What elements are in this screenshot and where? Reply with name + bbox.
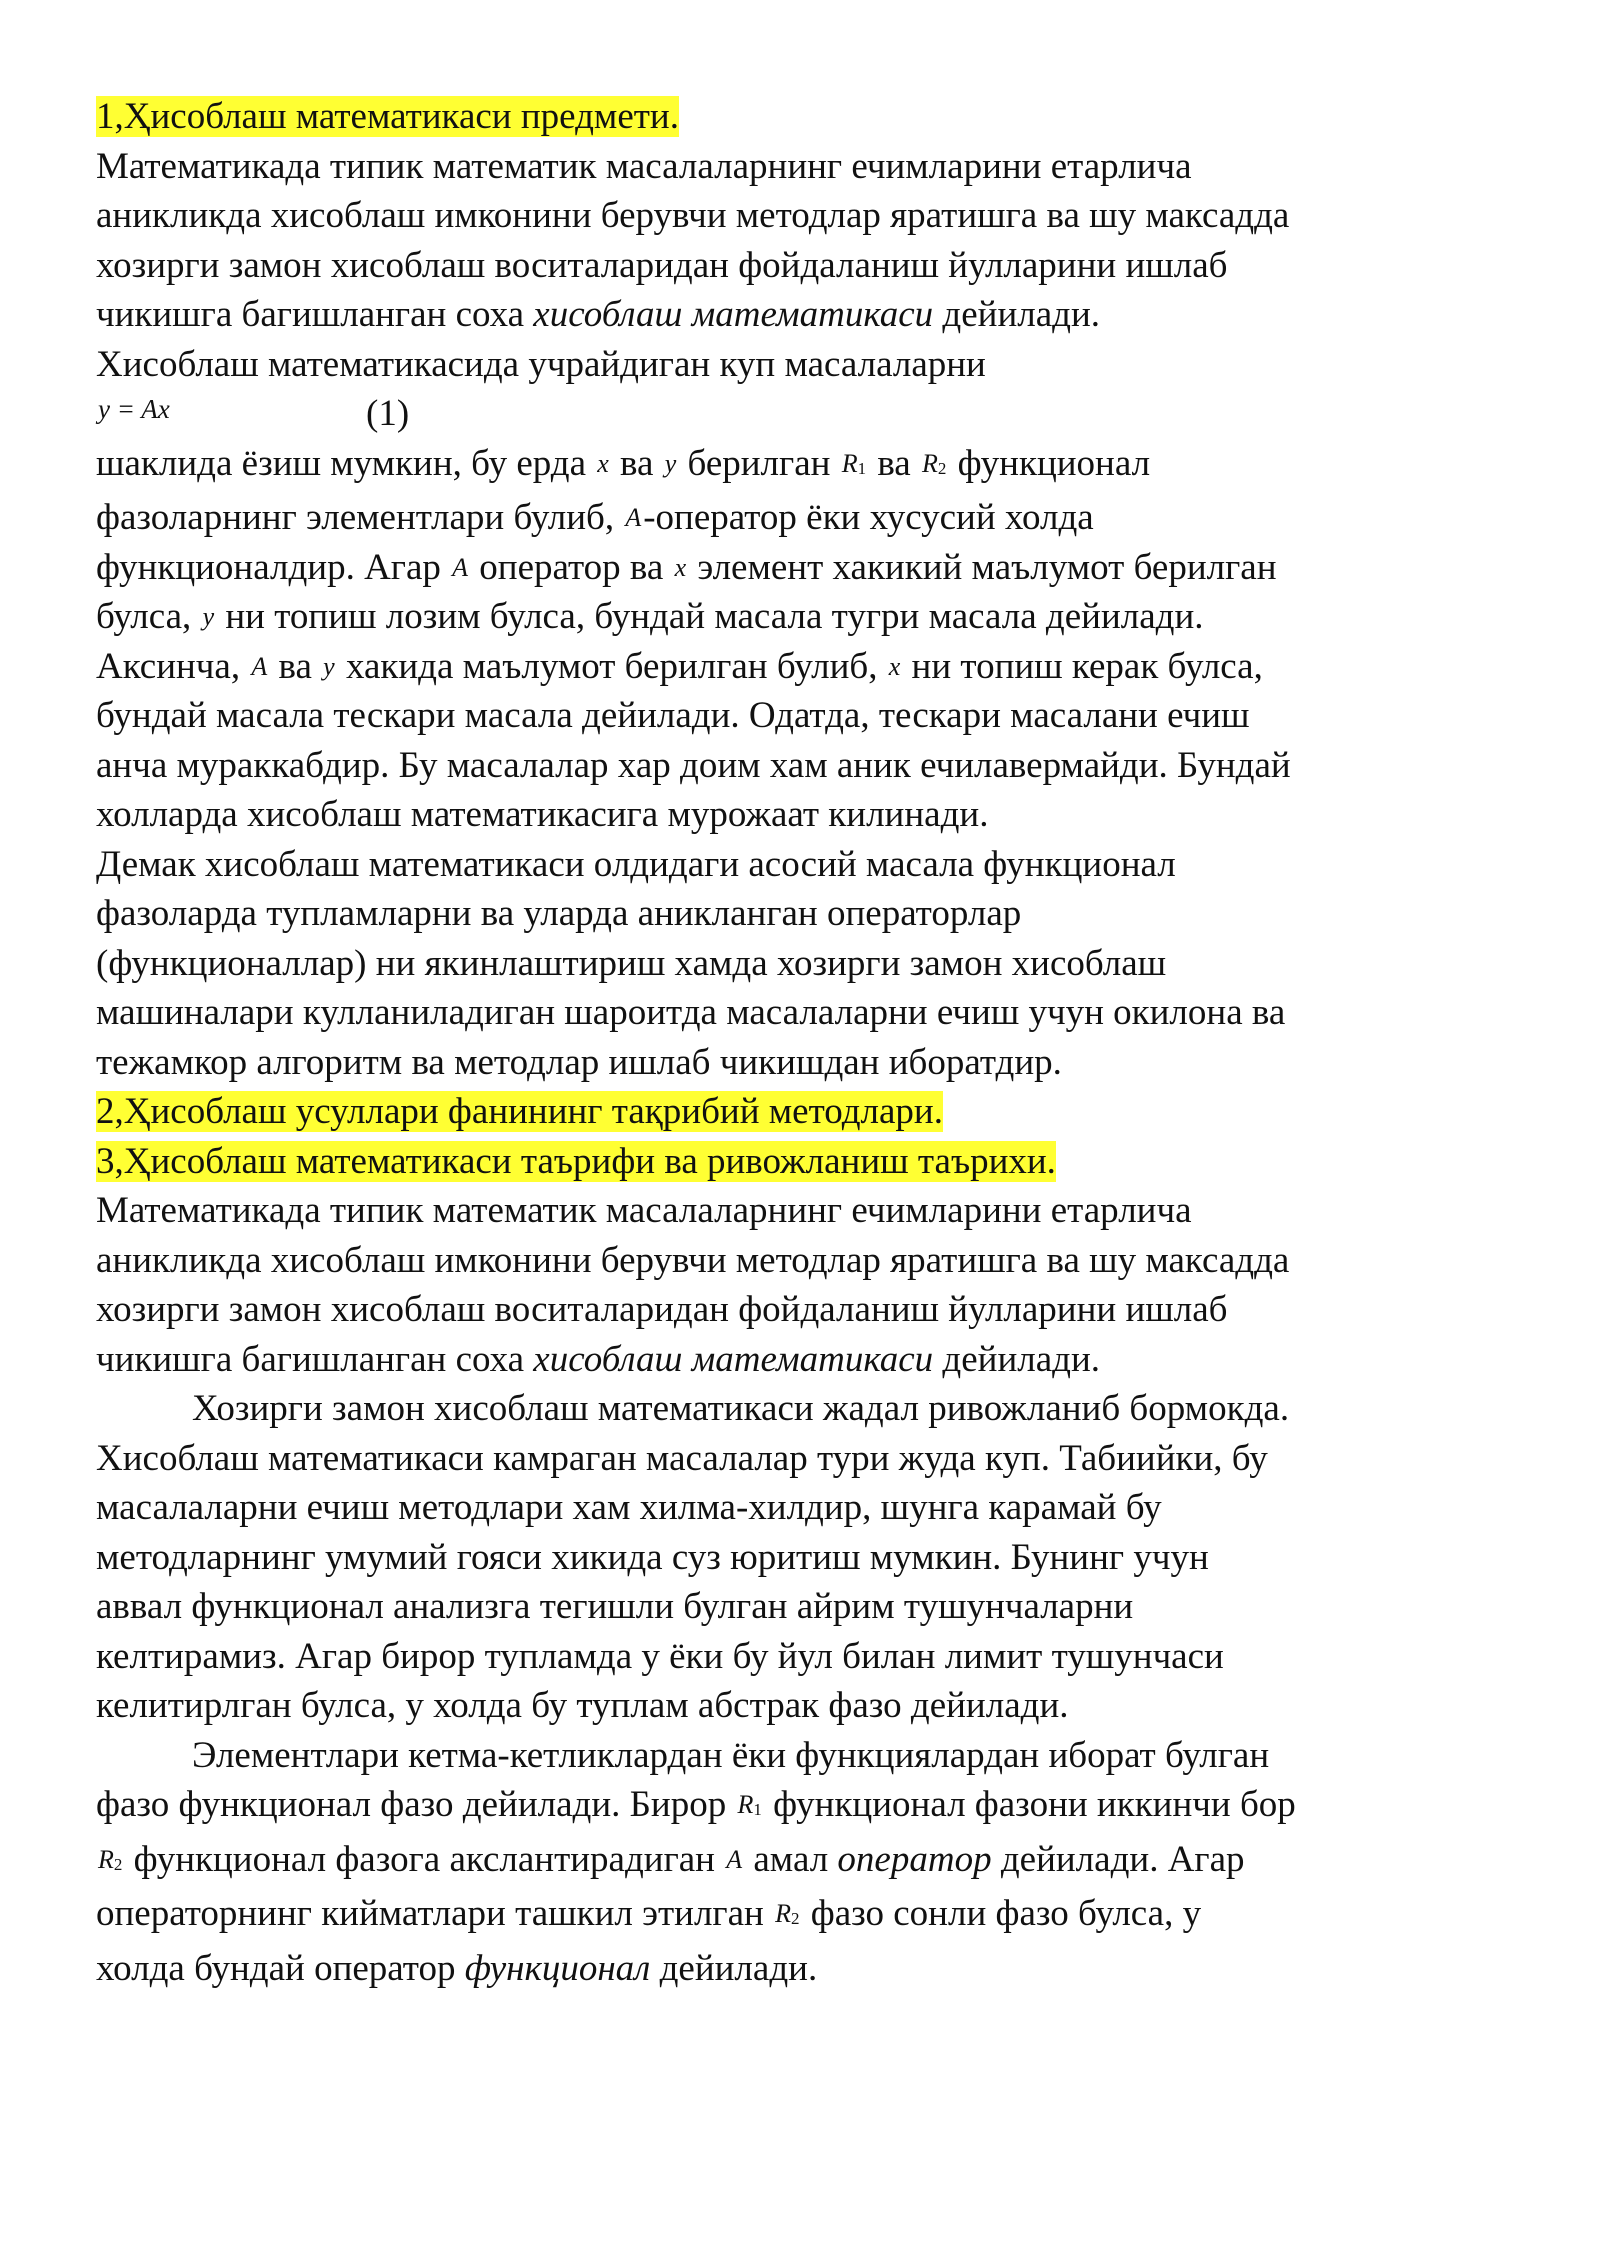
math-r: R [737,1790,754,1819]
text-line: бундай масала тескари масала дейилади. Одатда, тескари масалани ечиш [96,695,1250,736]
emphasis-term: хисоблаш математикаси [533,294,934,335]
text: дейилади. Агар [991,1838,1245,1880]
math-r: R [841,448,858,478]
heading-2-text: 2,Ҳисоблаш усуллари фанининг тақрибий методлари. [96,1091,943,1132]
text: операторнинг кийматлари ташкил этилган [96,1893,774,1934]
document-page [96,92,1536,1993]
text-line: Элементлари кетма-кетликлардан ёки функциялардан иборат булган [192,1734,1270,1776]
text: чикишга багишланган соха [96,1338,534,1380]
math-r: R [921,448,938,478]
math-a: A [452,552,469,582]
text-line: аникликда хисоблаш имконини берувчи методлар яратишга ва шу максадда [96,1239,1290,1281]
text-line [96,290,1536,340]
text-line: хозирги замон хисоблаш воситаларидан фойдаланиш йулларини ишлаб [96,244,1228,286]
text-line [96,1835,1536,1890]
text-line [96,493,1536,543]
text-line [96,1335,1536,1385]
math-r2 [920,449,948,478]
math-subscript: 1 [857,458,867,478]
text: функционалдир. Агар [96,546,451,588]
text-line [96,642,1536,692]
text: ни топиш керак булса, [902,645,1263,687]
text: элемент хакикий маълумот берилган [688,546,1277,588]
text: фазоларнинг элементлари булиб, [96,497,624,538]
equation-formula: y = Ax [98,394,170,424]
text-line: машиналари кулланиладиган шароитда масалаларни ечиш учун окилона ва [96,992,1286,1033]
math-y: y [202,602,215,631]
text-line [96,1780,1536,1835]
text: булса, [96,596,201,637]
emphasis-term: оператор [837,1838,992,1880]
heading-methods [96,1087,1536,1137]
math-r2 [773,1899,801,1928]
text-line: анча мураккабдир. Бу масалалар хар доим хам аник ечилавермайди. Бундай [96,744,1291,786]
math-x: x [888,651,901,681]
math-r: R [98,1844,114,1874]
text: функционал фазони иккинчи бор [763,1784,1296,1825]
math-x: x [674,552,687,582]
math-r: R [775,1899,791,1928]
text-line: масалаларни ечиш методлари хам хилма-хилдир, шунга карамай бу [96,1487,1162,1528]
text: оператор ва [470,546,673,588]
text-line: тежамкор алгоритм ва методлар ишлаб чикишдан иборатдир. [96,1041,1062,1083]
text-line: Хозирги замон хисоблаш математикаси жадал ривожланиб бормокда. [192,1388,1290,1429]
text: Аксинча, [96,645,250,687]
math-r1 [735,1790,763,1819]
text: дейилади. [650,1947,818,1989]
equation-row [96,389,1536,439]
text: фазо сонли фазо булса, у [801,1893,1202,1934]
text-line: хозирги замон хисоблаш воситаларидан фойдаланиш йулларини ишлаб [96,1289,1228,1330]
math-y: y [323,651,335,681]
text-line: келитирлган булса, у холда бу туплам абстрак фазо дейилади. [96,1685,1069,1726]
math-a: A [625,503,642,532]
text-line [96,592,1536,642]
math-y: y [664,448,677,478]
math-subscript: 2 [790,1909,800,1928]
heading-1-text: 1,Ҳисоблаш математикаси предмети. [96,96,679,137]
math-subscript: 2 [937,458,947,478]
text: ва [610,442,663,484]
emphasis-term: функционал [464,1947,651,1989]
equation-number: (1) [366,393,410,434]
heading-3-text: 3,Ҳисоблаш математикаси таърифи ва ривожланиш таърихи. [96,1140,1056,1182]
text-line: аввал функционал анализга тегишли булган айрим тушунчаларни [96,1586,1134,1627]
text-line [96,1944,1536,1994]
text-line [96,1889,1536,1944]
text: амал [744,1838,838,1880]
text: чикишга багишланган соха [96,294,534,335]
text-line: фазоларда тупламларни ва уларда аникланган операторлар [96,893,1022,934]
text: ни топиш лозим булса, бундай масала тугри масала дейилади. [216,596,1204,637]
math-a: A [251,651,268,681]
text-line: Математикада типик математик масалаларнинг ечимларини етарлича [96,1190,1192,1231]
text: фазо функционал фазо дейилади. Бирор [96,1784,736,1825]
text: дейилади. [933,1338,1101,1380]
math-subscript: 1 [753,1800,762,1819]
text-line: холларда хисоблаш математикасига мурожаат килинади. [96,794,989,835]
text: ва [868,442,920,484]
text: -оператор ёки хусусий холда [643,497,1094,538]
math-x: x [597,448,609,478]
heading-history [96,1137,1536,1187]
text-line: (функционаллар) ни якинлаштириш хамда хозирги замон хисоблаш [96,942,1167,984]
text: берилган [678,442,840,484]
text-line [96,439,1536,494]
heading-subject [96,92,1536,142]
math-subscript: 2 [113,1854,123,1874]
text-line: Хисоблаш математикасида учрайдиган куп масалаларни [96,343,986,385]
text: шаклида ёзиш мумкин, бу ерда [96,442,596,484]
math-a: A [726,1844,743,1874]
text: холда бундай оператор [96,1947,465,1989]
text-line: Хисоблаш математикаси камраган масалалар тури жуда куп. Табиийки, бу [96,1437,1268,1479]
text: дейилади. [933,294,1101,335]
text: функционал [948,442,1151,484]
text: ва [269,645,322,687]
text-line: методларнинг умумий гояси хикида суз юритиш мумкин. Бунинг учун [96,1536,1209,1578]
math-r1 [840,449,868,478]
text: хакида маълумот берилган булиб, [336,645,887,687]
text: функционал фазога акслантирадиган [124,1838,725,1880]
text-line: Математикада типик математик масалаларнинг ечимларини етарлича [96,145,1192,187]
text-line: Демак хисоблаш математикаси олдидаги асосий масала функционал [96,843,1176,885]
text-line [96,543,1536,593]
emphasis-term: хисоблаш математикаси [533,1338,934,1380]
math-r2 [96,1845,124,1874]
text-line: келтирамиз. Агар бирор тупламда у ёки бу йул билан лимит тушунчаси [96,1635,1224,1677]
text-line: аникликда хисоблаш имконини берувчи методлар яратишга ва шу максадда [96,195,1290,236]
